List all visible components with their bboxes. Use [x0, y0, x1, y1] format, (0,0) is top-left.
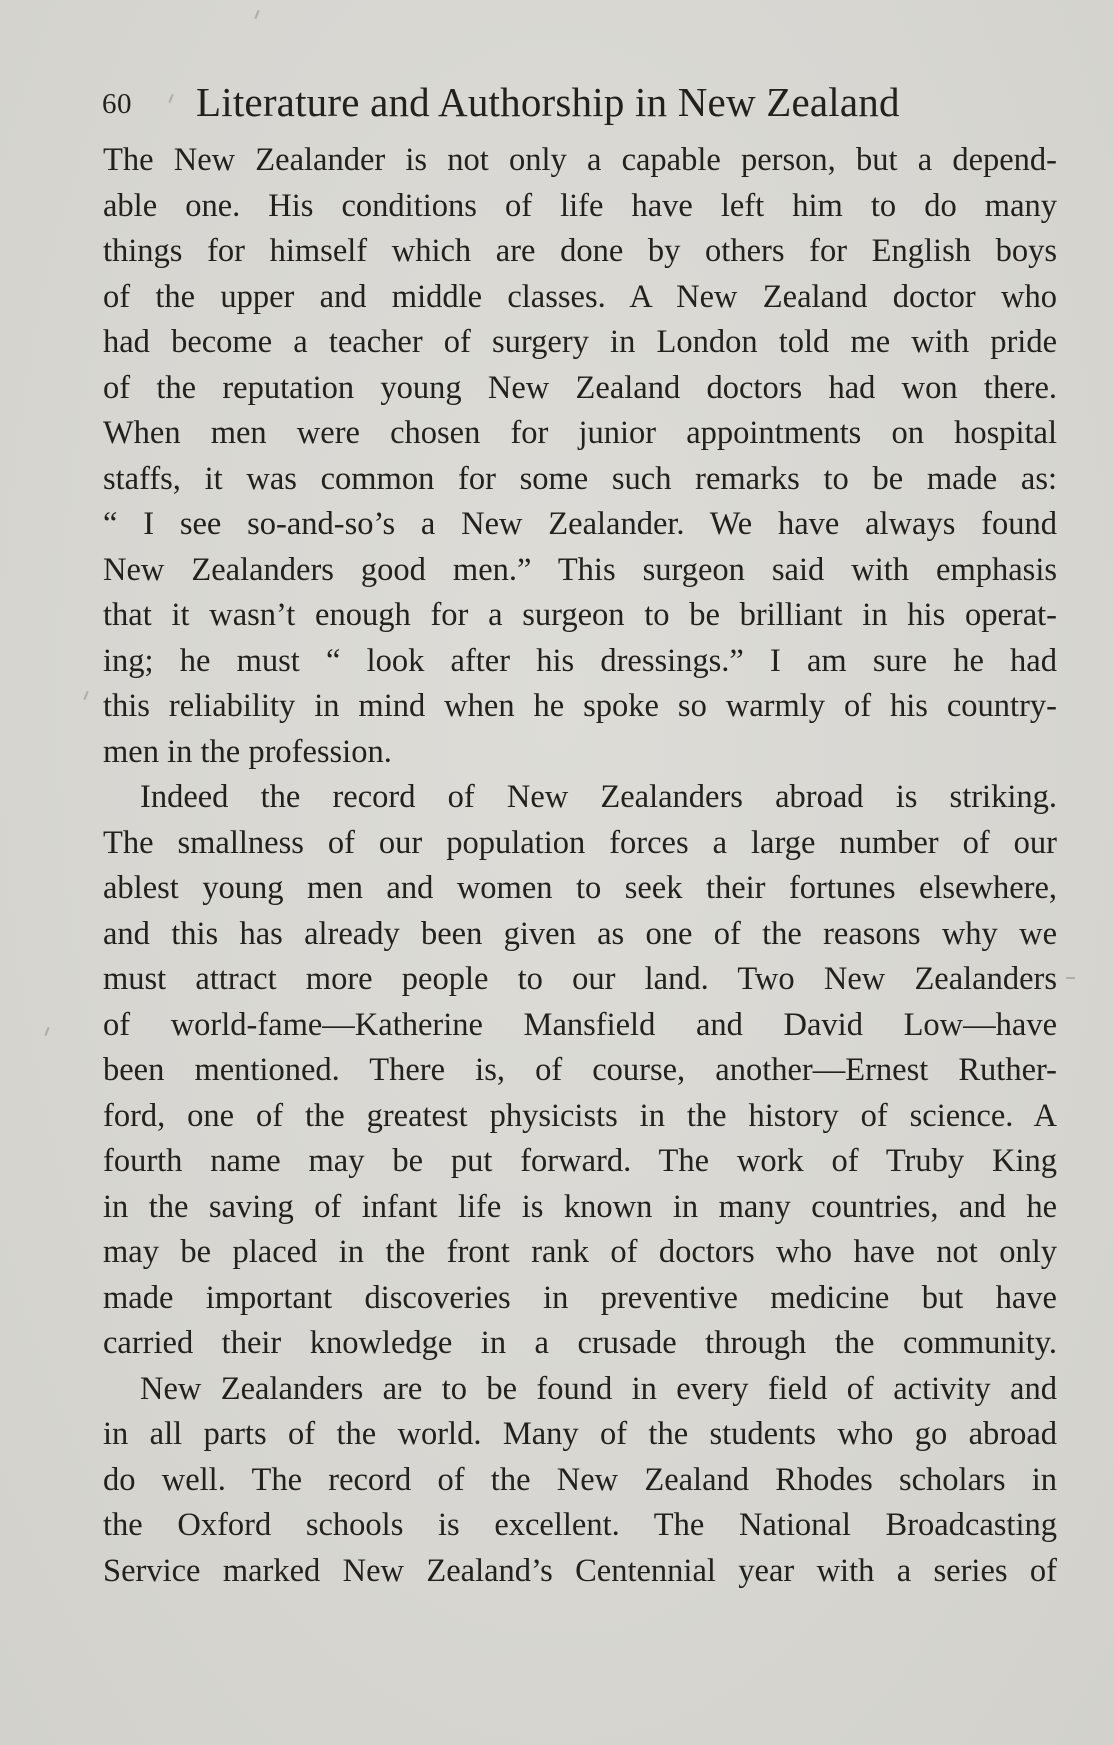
text-line: of the reputation young New Zealand doctors had won there.	[103, 369, 1057, 406]
text-line: “ I see so-and-so’s a New Zealander. We have always found	[103, 506, 1057, 542]
paragraph-first-line: Indeed the record of New Zealanders abroad is striking.	[140, 779, 1057, 815]
text-line: of world-fame—Katherine Mansfield and David Low—have	[103, 1006, 1057, 1043]
running-head	[102, 78, 962, 124]
text-line: been mentioned. There is, of course, another—Ernest Ruther-	[103, 1052, 1057, 1088]
text-line: ing; he must “ look after his dressings.” I am sure he had	[103, 642, 1057, 679]
text-line: and this has already been given as one of the reasons why we	[103, 915, 1057, 952]
paper-speck	[44, 1027, 49, 1036]
text-line: The New Zealander is not only a capable person, but a depend-	[103, 142, 1057, 178]
text-line: Service marked New Zealand’s Centennial year with a series of	[103, 1552, 1057, 1589]
text-line: must attract more people to our land. Two New Zealanders	[103, 961, 1057, 997]
text-line: men in the profession.	[103, 733, 392, 770]
page-number: 60	[102, 88, 132, 120]
text-line: in all parts of the world. Many of the students who go abroad	[103, 1416, 1057, 1452]
text-line: staffs, it was common for some such remarks to be made as:	[103, 460, 1057, 497]
text-line: carried their knowledge in a crusade through the community.	[103, 1325, 1057, 1361]
text-line: things for himself which are done by others for English boys	[103, 233, 1057, 269]
text-line: New Zealanders good men.” This surgeon said with emphasis	[103, 551, 1057, 588]
text-line: do well. The record of the New Zealand Rhodes scholars in	[103, 1461, 1057, 1498]
body-text	[103, 138, 1057, 1594]
paper-speck	[1066, 977, 1075, 979]
text-line: ford, one of the greatest physicists in the history of science. A	[103, 1097, 1057, 1134]
text-line: had become a teacher of surgery in London told me with pride	[103, 324, 1057, 360]
text-line: may be placed in the front rank of doctors who have not only	[103, 1234, 1057, 1270]
text-line: The smallness of our population forces a large number of our	[103, 824, 1057, 861]
text-line: ablest young men and women to seek their fortunes elsewhere,	[103, 870, 1057, 906]
text-line: in the saving of infant life is known in many countries, and he	[103, 1188, 1057, 1225]
paper-speck	[83, 691, 88, 700]
text-line: able one. His conditions of life have left him to do many	[103, 187, 1057, 224]
paragraph-first-line: New Zealanders are to be found in every field of activity and	[140, 1370, 1057, 1407]
text-line: fourth name may be put forward. The work of Truby King	[103, 1143, 1057, 1179]
text-line: this reliability in mind when he spoke so warmly of his country-	[103, 688, 1057, 724]
text-line: When men were chosen for junior appointments on hospital	[103, 415, 1057, 451]
text-line: that it wasn’t enough for a surgeon to be brilliant in his operat-	[103, 597, 1057, 633]
running-title: Literature and Authorship in New Zealand	[196, 79, 900, 125]
text-line: the Oxford schools is excellent. The National Broadcasting	[103, 1507, 1057, 1543]
text-line: made important discoveries in preventive medicine but have	[103, 1279, 1057, 1316]
paper-speck	[254, 10, 259, 19]
text-line: of the upper and middle classes. A New Zealand doctor who	[103, 278, 1057, 315]
